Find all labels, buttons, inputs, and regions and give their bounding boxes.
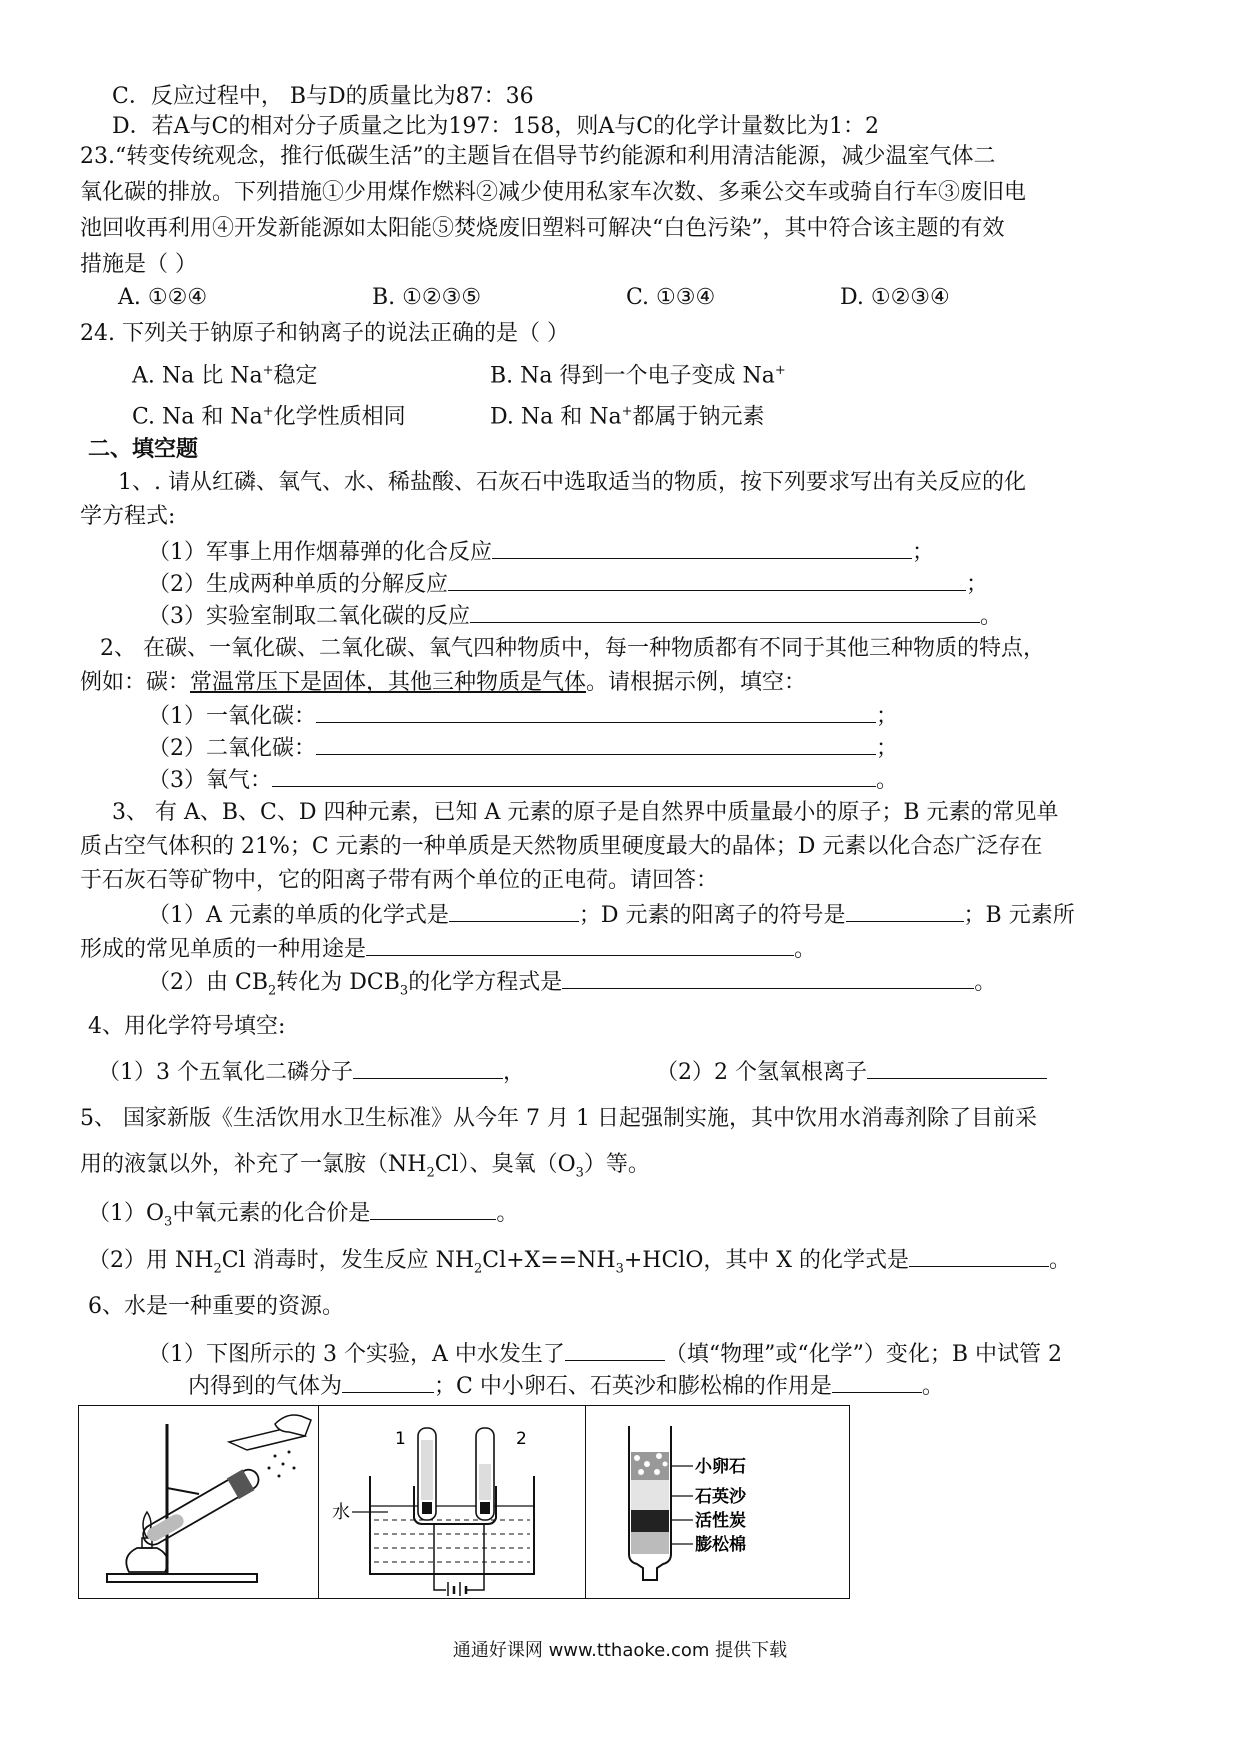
answer-blank[interactable] [832, 1370, 922, 1393]
f4-item1: （1）3 个五氧化二磷分子 ， [98, 1056, 525, 1088]
layer-label: 小卵石 [695, 1457, 746, 1477]
answer-blank[interactable] [846, 899, 964, 922]
f3-line5: 形成的常见单质的一种用途是 。 [80, 933, 816, 965]
f6-line2: 内得到的气体为 ；C 中小卵石、石英沙和膨松棉的作用是 。 [188, 1370, 944, 1402]
f2-item3: （3）氧气： 。 [148, 764, 898, 796]
layer-label: 活性炭 [695, 1511, 746, 1531]
answer-blank[interactable] [867, 1056, 1047, 1079]
answer-blank[interactable] [565, 1338, 665, 1361]
f5-q2: （2）用 $NH_2Cl$ 消毒时，发生反应 $NH_2Cl+X==NH_3+HClO$，其中 X 的化学式是 。 [88, 1244, 1071, 1284]
q23-line1: 23.“转变传统观念，推行低碳生活”的主题旨在倡导节约能源和利用清洁能源，减少温室气体二 [80, 144, 996, 169]
f2-item1: （1）一氧化碳： ； [148, 700, 898, 732]
answer-blank[interactable] [272, 764, 876, 787]
answer-blank[interactable] [316, 732, 876, 755]
answer-blank[interactable] [342, 1370, 434, 1393]
layer-label: 膨松棉 [695, 1535, 746, 1555]
q24-stem: 24. 下列关于钠原子和钠离子的说法正确的是（ ） [80, 321, 569, 346]
answer-blank[interactable] [562, 966, 974, 989]
f1-item1: （1）军事上用作烟幕弹的化合反应 ； [148, 536, 934, 568]
answer-blank[interactable] [449, 899, 579, 922]
f3-line1: 3、 有 A、B、C、D 四种元素，已知 A 元素的原子是自然界中质量最小的原子；B 元素的常见单 [112, 800, 1059, 825]
q24-option-a: A. Na 比 Na+稳定 [132, 363, 318, 389]
figure-c-water-filter [585, 1406, 849, 1598]
f5-line1: 5、 国家新版《生活饮用水卫生标准》从今年 7 月 1 日起强制实施，其中饮用水消毒剂除了目前采 [80, 1106, 1037, 1131]
water-label: 水 [332, 1502, 350, 1523]
f5-q1: $(1)O_3$中氧元素的化合价是 。 [88, 1197, 518, 1237]
f2-line2: 例如：碳：常温常压下是固体，其他三种物质是气体。请根据示例，填空： [80, 670, 807, 695]
f3-line2: 质占空气体积的 21%；C 元素的一种单质是天然物质里硬度最大的晶体；D 元素以化合态广泛存在 [80, 834, 1043, 859]
figure-a-heating-water [79, 1406, 319, 1598]
page-footer: 通通好课网 www.tthaoke.com 提供下载 [452, 1640, 788, 1661]
answer-blank[interactable] [370, 1197, 496, 1220]
f1-line1: 1、. 请从红磷、氧气、水、稀盐酸、石灰石中选取适当的物质，按下列要求写出有关反应的化 [118, 470, 1026, 495]
answer-blank[interactable] [448, 568, 966, 591]
f1-item2: （2）生成两种单质的分解反应 ； [148, 568, 988, 600]
q23-line2: 氧化碳的排放。下列措施①少用煤作燃料②减少使用私家车次数、多乘公交车或骑自行车③废旧电 [80, 180, 1027, 205]
f1-item3: （3）实验室制取二氧化碳的反应 。 [148, 600, 1002, 632]
experiment-figure [78, 1405, 850, 1599]
f5-line2: 用的液氯以外，补充了一氯胺$(NH_2Cl)$、臭氧$(O_3)$等。 [80, 1152, 650, 1181]
q23-option-a: A. ①②④ [118, 285, 208, 310]
section-title: 二、填空题 [88, 436, 199, 462]
answer-blank[interactable] [316, 700, 876, 723]
f3-line4: （1）A 元素的单质的化学式是 ；D 元素的阳离子的符号是 ；B 元素所 [148, 899, 1075, 931]
f4-title: 4、用化学符号填空: [88, 1014, 286, 1039]
q23-option-b: B. ①②③⑤ [372, 285, 482, 310]
tube-1-label: 1 [395, 1429, 406, 1449]
q23-line3: 池回收再利用④开发新能源如太阳能⑤焚烧废旧塑料可解决“白色污染”，其中符合该主题的有效 [80, 216, 1005, 241]
answer-blank[interactable] [909, 1244, 1049, 1267]
q23-option-d: D. ①②③④ [840, 285, 950, 310]
answer-blank[interactable] [353, 1056, 503, 1079]
f1-line2: 学方程式: [80, 504, 176, 529]
q22-option-d: D．若A与C的相对分子质量之比为197：158，则A与C的化学计量数比为1：2 [112, 114, 880, 139]
f6-title: 6、水是一种重要的资源。 [88, 1294, 344, 1319]
f4-item2: （2）2 个氢氧根离子 [656, 1056, 1047, 1088]
q22-option-c: C．反应过程中， B与D的质量比为87：36 [112, 84, 534, 109]
f2-item2: （2）二氧化碳： ； [148, 732, 898, 764]
f2-line1: 2、 在碳、一氧化碳、二氧化碳、氧气四种物质中，每一种物质都有不同于其他三种物质的特点， [100, 636, 1045, 661]
f3-line6: （2）由 $CB_2$转化为 $DCB_3$的化学方程式是 。 [148, 966, 996, 1006]
answer-blank[interactable] [492, 536, 912, 559]
answer-blank[interactable] [366, 933, 794, 956]
q23-option-c: C. ①③④ [626, 285, 716, 310]
f6-line1: （1）下图所示的 3 个实验，A 中水发生了 （填“物理”或“化学”）变化；B 中试管 2 [148, 1338, 1062, 1370]
q23-line4: 措施是（ ） [80, 252, 197, 277]
layer-label: 石英沙 [695, 1487, 746, 1507]
figure-b-electrolysis [318, 1406, 586, 1598]
tube-2-label: 2 [516, 1429, 527, 1449]
q24-option-c: C. Na 和 Na+化学性质相同 [132, 404, 406, 430]
q24-option-b: B. Na 得到一个电子变成 Na+ [490, 363, 786, 389]
f3-line3: 于石灰石等矿物中，它的阳离子带有两个单位的正电荷。请回答： [80, 868, 719, 893]
q24-option-d: D. Na 和 Na+都属于钠元素 [490, 404, 765, 430]
answer-blank[interactable] [470, 600, 980, 623]
